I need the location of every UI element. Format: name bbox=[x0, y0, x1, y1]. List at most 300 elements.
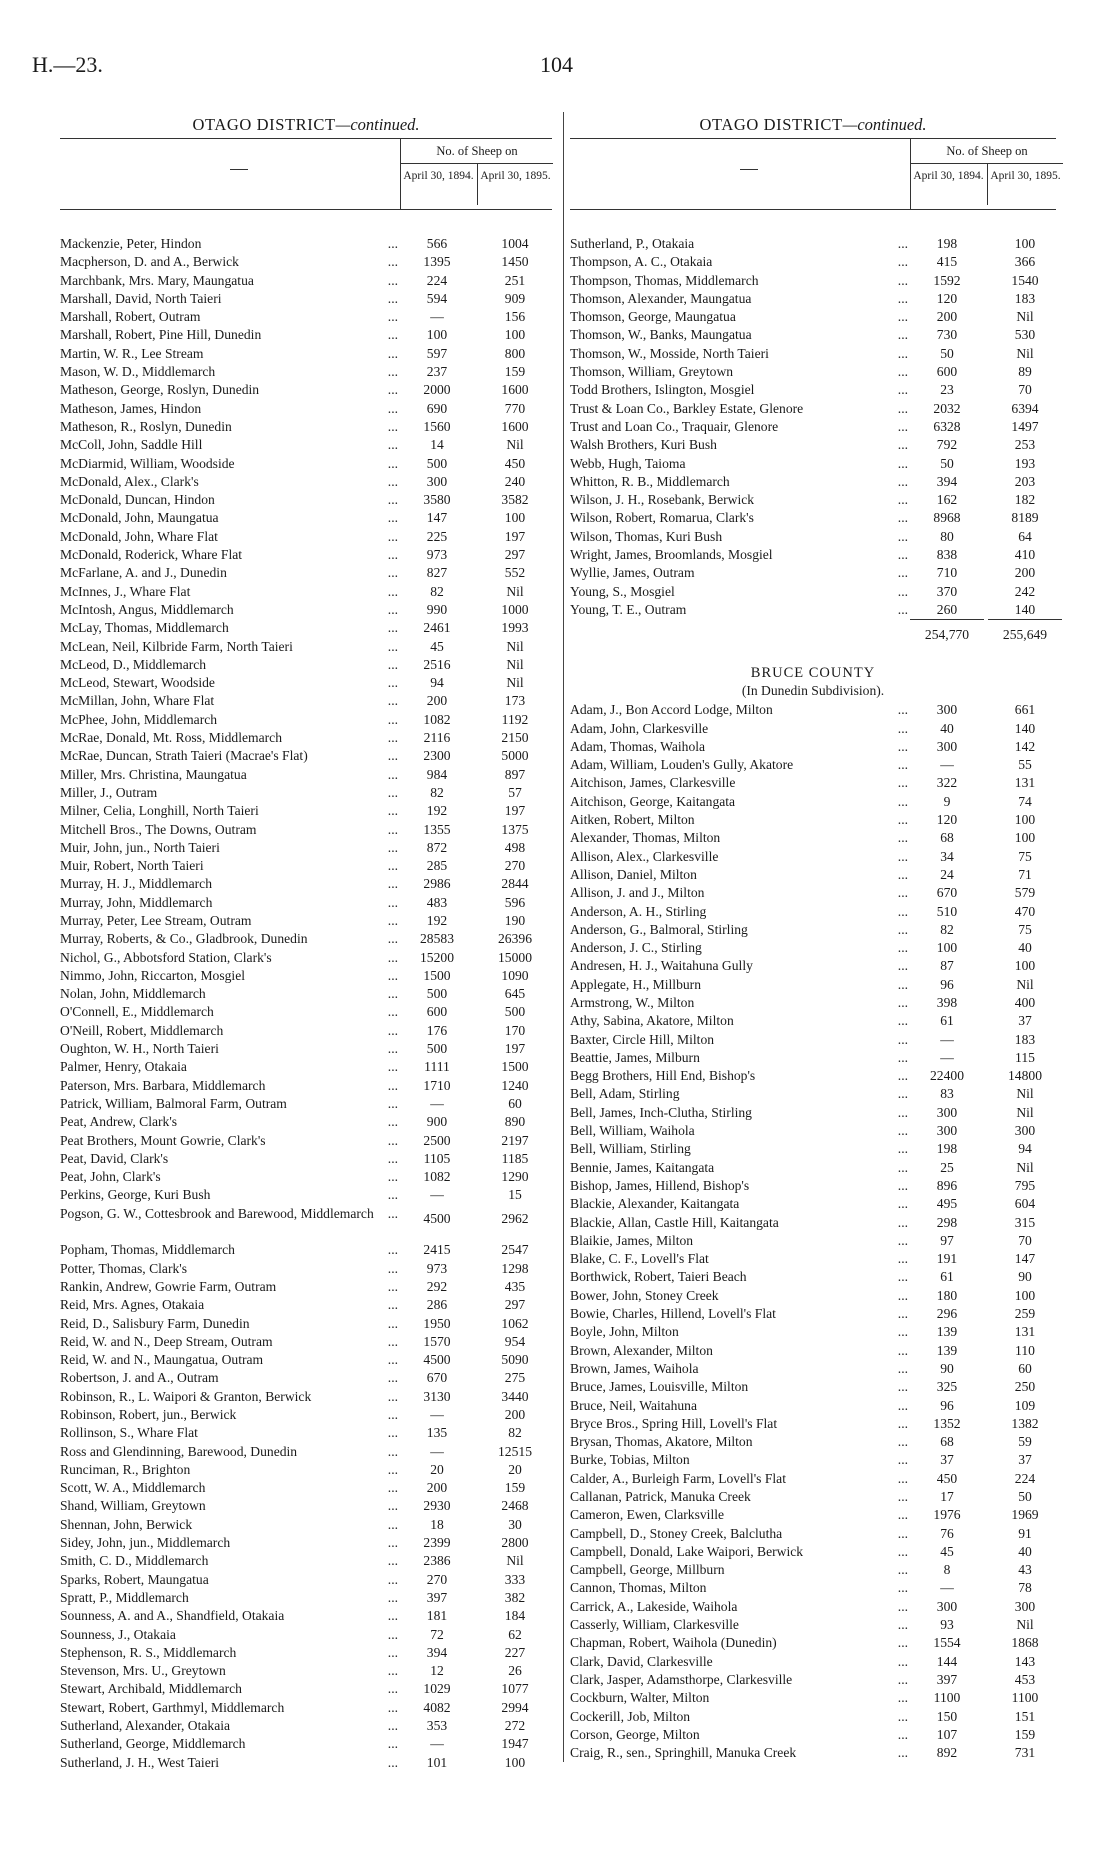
leader-dots: ... bbox=[897, 994, 908, 1010]
owner-name: Burke, Tobias, Milton bbox=[570, 1452, 690, 1468]
sheep-1895: 183 bbox=[1014, 290, 1036, 306]
page-reference: H.—23. bbox=[32, 52, 103, 77]
sheep-1895: 1375 bbox=[501, 821, 529, 837]
owner-name: Blaikie, James, Milton bbox=[570, 1232, 694, 1248]
sheep-1894: 237 bbox=[426, 364, 448, 380]
owner-name: Whitton, R. B., Middlemarch bbox=[570, 473, 730, 489]
sheep-1895: 435 bbox=[504, 1278, 526, 1294]
sheep-1895: 91 bbox=[1018, 1525, 1032, 1541]
sheep-1894: 2500 bbox=[423, 1132, 451, 1148]
sheep-1895: 203 bbox=[1014, 473, 1036, 489]
leader-dots: ... bbox=[387, 1663, 398, 1679]
leader-dots: ... bbox=[387, 254, 398, 270]
sheep-1894: 2399 bbox=[423, 1535, 451, 1551]
owner-name: McDonald, John, Whare Flat bbox=[60, 528, 218, 544]
leader-dots: ... bbox=[897, 327, 908, 343]
table-row bbox=[60, 1132, 552, 1150]
sheep-1895: 190 bbox=[504, 912, 526, 928]
owner-name: O'Connell, E., Middlemarch bbox=[60, 1004, 214, 1020]
sheep-1894: 896 bbox=[936, 1177, 958, 1193]
table-row bbox=[60, 400, 552, 418]
sheep-1894: 176 bbox=[426, 1022, 448, 1038]
leader-dots: ... bbox=[387, 1041, 398, 1057]
sheep-1895: 197 bbox=[504, 528, 526, 544]
owner-name: McRae, Donald, Mt. Ross, Middlemarch bbox=[60, 730, 283, 746]
leader-dots: ... bbox=[897, 1452, 908, 1468]
owner-name: Wyllie, James, Outram bbox=[570, 565, 695, 581]
sheep-1894: 37 bbox=[940, 1452, 954, 1468]
leader-dots: ... bbox=[897, 290, 908, 306]
sheep-1894: 68 bbox=[940, 1434, 954, 1450]
leader-dots: ... bbox=[897, 1159, 908, 1175]
leader-dots: ... bbox=[387, 1571, 398, 1587]
sheep-1895: 1500 bbox=[501, 1059, 529, 1075]
table-row bbox=[60, 436, 552, 454]
sheep-1895: 59 bbox=[1018, 1434, 1032, 1450]
table-row bbox=[570, 1268, 1056, 1286]
table-row bbox=[570, 1287, 1056, 1305]
leader-dots: ... bbox=[387, 1644, 398, 1660]
sheep-1895: 156 bbox=[504, 309, 526, 325]
owner-name: Brysan, Thomas, Akatore, Milton bbox=[570, 1434, 753, 1450]
leader-dots: ... bbox=[387, 1059, 398, 1075]
sheep-1894: 973 bbox=[426, 547, 448, 563]
sheep-1894: 45 bbox=[940, 1543, 954, 1559]
sheep-1895: 954 bbox=[504, 1333, 526, 1349]
table-row bbox=[570, 829, 1056, 847]
sheep-1895: 1600 bbox=[501, 418, 529, 434]
sheep-1895: 151 bbox=[1014, 1708, 1036, 1724]
leader-dots: ... bbox=[387, 1187, 398, 1203]
table-row bbox=[570, 1250, 1056, 1268]
sheep-1895: 272 bbox=[504, 1718, 526, 1734]
sheep-1895: 197 bbox=[504, 1041, 526, 1057]
table-row bbox=[60, 985, 552, 1003]
sheep-1895: 200 bbox=[1014, 565, 1036, 581]
leader-dots: ... bbox=[897, 793, 908, 809]
sheep-1894: 1355 bbox=[423, 821, 451, 837]
leader-dots: ... bbox=[387, 1150, 398, 1166]
table-row bbox=[570, 1689, 1056, 1707]
sheep-1894: 292 bbox=[426, 1278, 448, 1294]
sheep-1895: 731 bbox=[1014, 1745, 1036, 1761]
leader-dots: ... bbox=[897, 1726, 908, 1742]
owner-name: Trust & Loan Co., Barkley Estate, Glenore bbox=[570, 400, 804, 416]
sheep-1894: 2986 bbox=[423, 876, 451, 892]
sheep-1894: — bbox=[430, 1407, 444, 1422]
owner-name: Aitken, Robert, Milton bbox=[570, 812, 695, 828]
sheep-1895: 224 bbox=[1014, 1470, 1036, 1486]
sheep-1894: 9 bbox=[943, 793, 951, 809]
sheep-1895: 82 bbox=[508, 1425, 522, 1441]
owner-name: Bell, William, Waihola bbox=[570, 1123, 695, 1139]
sheep-1894: — bbox=[940, 1580, 954, 1596]
table-row bbox=[60, 1443, 552, 1461]
sheep-1895: 1185 bbox=[501, 1150, 529, 1166]
owner-name: Adam, William, Louden's Gully, Akatore bbox=[570, 757, 794, 773]
owner-name: Stevenson, Mrs. U., Greytown bbox=[60, 1663, 226, 1679]
sheep-1894: 690 bbox=[426, 400, 448, 416]
owner-name: Allison, Daniel, Milton bbox=[570, 866, 697, 882]
owner-name: Reid, D., Salisbury Farm, Dunedin bbox=[60, 1315, 250, 1331]
sheep-1895: 270 bbox=[504, 858, 526, 874]
owner-name: Mitchell Bros., The Downs, Outram bbox=[60, 821, 257, 837]
table-row bbox=[570, 1232, 1056, 1250]
sheep-1895: 43 bbox=[1018, 1562, 1032, 1578]
table-row bbox=[570, 381, 1056, 399]
sheep-1895: 1004 bbox=[501, 236, 529, 251]
sheep-1894: 1710 bbox=[423, 1077, 451, 1093]
owner-name: Oughton, W. H., North Taieri bbox=[60, 1041, 219, 1057]
table-row bbox=[570, 1506, 1056, 1524]
leader-dots: ... bbox=[897, 1745, 908, 1761]
owner-name: McPhee, John, Middlemarch bbox=[60, 711, 218, 727]
leader-dots: ... bbox=[897, 702, 908, 718]
sheep-1895: 242 bbox=[1014, 583, 1036, 599]
table-row bbox=[60, 564, 552, 582]
sheep-1894: 28583 bbox=[420, 931, 454, 947]
sheep-1894: 300 bbox=[426, 473, 448, 489]
leader-dots: ... bbox=[897, 1269, 908, 1285]
owner-name: Stephenson, R. S., Middlemarch bbox=[60, 1644, 237, 1660]
table-row bbox=[60, 1754, 552, 1772]
owner-name: Marchbank, Mrs. Mary, Maungatua bbox=[60, 272, 254, 288]
sheep-1894: 72 bbox=[430, 1626, 444, 1642]
sheep-1894: 394 bbox=[936, 473, 958, 489]
table-row bbox=[60, 1003, 552, 1021]
table-row bbox=[60, 1040, 552, 1058]
table-row bbox=[570, 903, 1056, 921]
sheep-1895: 1240 bbox=[501, 1077, 529, 1093]
owner-name: Sounness, A. and A., Shandfield, Otakaia bbox=[60, 1608, 285, 1624]
table-row bbox=[570, 1323, 1056, 1341]
owner-name: Perkins, George, Kuri Bush bbox=[60, 1187, 211, 1203]
table-row bbox=[60, 857, 552, 875]
sheep-1894: 144 bbox=[936, 1653, 958, 1669]
table-row bbox=[570, 1598, 1056, 1616]
table-row bbox=[60, 290, 552, 308]
owner-name: Adam, J., Bon Accord Lodge, Milton bbox=[570, 702, 773, 718]
leader-dots: ... bbox=[897, 1489, 908, 1504]
owner-name: Casserly, William, Clarkesville bbox=[570, 1617, 739, 1633]
sheep-1894: 224 bbox=[426, 272, 448, 288]
sheep-1895: 1100 bbox=[1011, 1690, 1039, 1706]
owner-name: Andresen, H. J., Waitahuna Gully bbox=[570, 958, 753, 974]
table-row bbox=[60, 1205, 552, 1242]
sheep-1895: 64 bbox=[1018, 528, 1032, 544]
leader-dots: ... bbox=[387, 675, 398, 691]
sheep-1894: 96 bbox=[940, 1397, 954, 1413]
leader-dots: ... bbox=[897, 1123, 908, 1139]
sheep-1894: 87 bbox=[940, 958, 954, 974]
leader-dots: ... bbox=[897, 1086, 908, 1102]
sheep-1894: 510 bbox=[936, 903, 958, 919]
table-row bbox=[60, 272, 552, 290]
leader-dots: ... bbox=[897, 1653, 908, 1669]
leader-dots: ... bbox=[897, 364, 908, 380]
leader-dots: ... bbox=[897, 812, 908, 828]
leader-dots: ... bbox=[387, 1022, 398, 1038]
leader-dots: ... bbox=[387, 492, 398, 508]
table-row bbox=[570, 473, 1056, 491]
table-row bbox=[570, 272, 1056, 290]
sheep-1894: 162 bbox=[936, 492, 958, 508]
leader-dots: ... bbox=[387, 1315, 398, 1331]
sheep-1895: Nil bbox=[506, 1553, 524, 1569]
leader-dots: ... bbox=[897, 1287, 908, 1303]
owner-name: Cameron, Ewen, Clarksville bbox=[570, 1507, 725, 1523]
sheep-1894: 83 bbox=[940, 1086, 954, 1102]
table-row bbox=[60, 253, 552, 271]
owner-name: Brown, Alexander, Milton bbox=[570, 1342, 713, 1358]
table-row bbox=[570, 1470, 1056, 1488]
table-row bbox=[60, 1479, 552, 1497]
leader-dots: ... bbox=[387, 1626, 398, 1642]
sheep-1894: 96 bbox=[940, 976, 954, 992]
leader-dots: ... bbox=[897, 418, 908, 434]
owner-name: McLay, Thomas, Middlemarch bbox=[60, 620, 229, 636]
owner-name: Sutherland, George, Middlemarch bbox=[60, 1736, 246, 1752]
sheep-1895: 173 bbox=[504, 693, 526, 709]
sheep-1895: 2962 bbox=[501, 1210, 529, 1226]
sheep-1895: 94 bbox=[1018, 1141, 1032, 1157]
sheep-1895: Nil bbox=[1016, 1086, 1034, 1102]
leader-dots: ... bbox=[387, 1589, 398, 1605]
leader-dots: ... bbox=[387, 528, 398, 544]
sheep-1894: — bbox=[430, 1443, 444, 1459]
sheep-1894: 1976 bbox=[933, 1507, 961, 1523]
sheep-1894: 300 bbox=[936, 702, 958, 718]
owner-name: Corson, George, Milton bbox=[570, 1726, 700, 1742]
sheep-1895: 1540 bbox=[1011, 272, 1039, 288]
owner-name: Allison, J. and J., Milton bbox=[570, 885, 705, 901]
table-row bbox=[570, 1159, 1056, 1177]
owner-name: Blackie, Allan, Castle Hill, Kaitangata bbox=[570, 1214, 779, 1230]
table-row bbox=[60, 912, 552, 930]
leader-dots: ... bbox=[897, 601, 908, 617]
sheep-1895: 6394 bbox=[1011, 400, 1039, 416]
leader-dots: ... bbox=[897, 903, 908, 919]
owner-name: Borthwick, Robert, Taieri Beach bbox=[570, 1269, 747, 1285]
table-row bbox=[60, 1388, 552, 1406]
sheep-1895: 450 bbox=[504, 455, 526, 471]
table-row bbox=[570, 1360, 1056, 1378]
sheep-1894: 94 bbox=[430, 675, 444, 691]
table-row bbox=[60, 638, 552, 656]
table-row bbox=[60, 528, 552, 546]
leader-dots: ... bbox=[897, 940, 908, 956]
table-row bbox=[60, 967, 552, 985]
sheep-1894: 40 bbox=[940, 720, 954, 736]
leader-dots: ... bbox=[897, 1104, 908, 1120]
owner-name: Mason, W. D., Middlemarch bbox=[60, 364, 216, 380]
owner-name: McDiarmid, William, Woodside bbox=[60, 455, 235, 471]
sheep-1894: 50 bbox=[940, 345, 954, 361]
owner-name: Rankin, Andrew, Gowrie Farm, Outram bbox=[60, 1278, 277, 1294]
sheep-1895: 2547 bbox=[501, 1242, 529, 1258]
sheep-1894: 670 bbox=[426, 1370, 448, 1386]
leader-dots: ... bbox=[387, 656, 398, 672]
table-row bbox=[60, 1552, 552, 1570]
leader-dots: ... bbox=[387, 858, 398, 874]
sheep-1895: 12515 bbox=[498, 1443, 532, 1459]
right-table-body bbox=[570, 235, 1056, 619]
owner-name: Webb, Hugh, Taioma bbox=[570, 455, 686, 471]
sheep-1894: 24 bbox=[940, 866, 954, 882]
sheep-1895: 300 bbox=[1014, 1123, 1036, 1139]
sheep-1895: 100 bbox=[1014, 1287, 1036, 1303]
table-row bbox=[60, 711, 552, 729]
leader-dots: ... bbox=[387, 1461, 398, 1477]
leader-dots: ... bbox=[387, 1498, 398, 1514]
leader-dots: ... bbox=[387, 272, 398, 288]
leader-dots: ... bbox=[387, 638, 398, 654]
table-row bbox=[60, 1644, 552, 1662]
leader-dots: ... bbox=[387, 784, 398, 800]
sheep-1895: 770 bbox=[504, 400, 526, 416]
table-row bbox=[570, 811, 1056, 829]
owner-name: Callanan, Patrick, Manuka Creek bbox=[570, 1489, 751, 1504]
sheep-1895: 159 bbox=[504, 1480, 526, 1496]
leader-dots: ... bbox=[897, 400, 908, 416]
sheep-1894: 730 bbox=[936, 327, 958, 343]
table-row bbox=[570, 1397, 1056, 1415]
table-row bbox=[570, 491, 1056, 509]
sheep-1894: 192 bbox=[426, 912, 448, 928]
section-title: BRUCE COUNTY bbox=[750, 665, 876, 682]
sheep-1895: Nil bbox=[506, 583, 524, 599]
sheep-1895: 40 bbox=[1018, 1543, 1032, 1559]
owner-name: Walsh Brothers, Kuri Bush bbox=[570, 437, 717, 453]
owner-name: Robinson, R., L. Waipori & Granton, Berwick bbox=[60, 1388, 312, 1404]
table-row bbox=[60, 1497, 552, 1515]
sheep-1894: 2461 bbox=[423, 620, 451, 636]
sheep-1894: 100 bbox=[936, 940, 958, 956]
leader-dots: ... bbox=[897, 958, 908, 974]
sheep-1894: 298 bbox=[936, 1214, 958, 1230]
sheep-1894: 120 bbox=[936, 812, 958, 828]
sheep-1894: 76 bbox=[940, 1525, 954, 1541]
leader-dots: ... bbox=[897, 1306, 908, 1322]
leader-dots: ... bbox=[897, 976, 908, 992]
owner-name: Peat Brothers, Mount Gowrie, Clark's bbox=[60, 1132, 266, 1148]
table-row bbox=[60, 491, 552, 509]
table-row bbox=[60, 1571, 552, 1589]
sheep-1894: 710 bbox=[936, 565, 958, 581]
right-column bbox=[563, 112, 1061, 1762]
table-row bbox=[570, 290, 1056, 308]
owner-name: Bell, William, Stirling bbox=[570, 1141, 691, 1157]
table-row bbox=[570, 1305, 1056, 1323]
table-row bbox=[570, 1525, 1056, 1543]
leader-dots: ... bbox=[897, 528, 908, 544]
sheep-1894: 500 bbox=[426, 986, 448, 1002]
owner-name: Paterson, Mrs. Barbara, Middlemarch bbox=[60, 1077, 266, 1093]
leader-dots: ... bbox=[387, 327, 398, 343]
owner-name: Boyle, John, Milton bbox=[570, 1324, 679, 1340]
leader-dots: ... bbox=[387, 1242, 398, 1258]
leader-dots: ... bbox=[897, 1617, 908, 1633]
sheep-1895: 382 bbox=[504, 1589, 526, 1605]
owner-name: Campbell, Donald, Lake Waipori, Berwick bbox=[570, 1543, 804, 1559]
header-blank bbox=[740, 169, 758, 170]
sheep-1895: 110 bbox=[1015, 1342, 1035, 1358]
leader-dots: ... bbox=[897, 1635, 908, 1651]
table-row bbox=[570, 509, 1056, 527]
left-table-header bbox=[60, 138, 552, 210]
owner-name: Bruce, James, Louisville, Milton bbox=[570, 1379, 749, 1395]
sheep-1894: 107 bbox=[936, 1726, 958, 1742]
sheep-1895: Nil bbox=[506, 656, 524, 672]
owner-name: Allison, Alex., Clarkesville bbox=[570, 848, 719, 864]
table-row bbox=[570, 1488, 1056, 1506]
sheep-1894: 600 bbox=[936, 364, 958, 380]
leader-dots: ... bbox=[897, 510, 908, 526]
table-row bbox=[570, 848, 1056, 866]
leader-dots: ... bbox=[897, 254, 908, 270]
table-row bbox=[570, 235, 1056, 253]
table-row bbox=[60, 1095, 552, 1113]
leader-dots: ... bbox=[897, 1379, 908, 1395]
table-row bbox=[570, 1195, 1056, 1213]
sheep-1895: 60 bbox=[508, 1095, 522, 1111]
owner-name: Reid, W. and N., Maungatua, Outram bbox=[60, 1352, 264, 1368]
table-row bbox=[570, 976, 1056, 994]
owner-name: Todd Brothers, Islington, Mosgiel bbox=[570, 382, 755, 398]
left-table-body bbox=[60, 235, 552, 1772]
sheep-1895: 184 bbox=[504, 1608, 526, 1624]
leader-dots: ... bbox=[897, 1690, 908, 1706]
sheep-1895: 193 bbox=[1014, 455, 1036, 471]
table-row bbox=[570, 994, 1056, 1012]
sheep-1894: 827 bbox=[426, 565, 448, 581]
owner-name: Brown, James, Waihola bbox=[570, 1360, 699, 1376]
section-subtitle: (In Dunedin Subdivision). bbox=[741, 683, 885, 699]
leader-dots: ... bbox=[387, 730, 398, 746]
sheep-1894: 1500 bbox=[423, 967, 451, 983]
sheep-1895: 498 bbox=[504, 839, 526, 855]
sheep-1895: 297 bbox=[504, 547, 526, 563]
leader-dots: ... bbox=[387, 1736, 398, 1752]
sheep-1894: 50 bbox=[940, 455, 954, 471]
sheep-1895: 1947 bbox=[501, 1736, 529, 1752]
table-row bbox=[60, 930, 552, 948]
leader-dots: ... bbox=[387, 912, 398, 928]
total-1894: 254,770 bbox=[910, 619, 984, 650]
owner-name: Robertson, J. and A., Outram bbox=[60, 1370, 219, 1386]
sheep-1895: 200 bbox=[504, 1407, 526, 1422]
owner-name: Clark, Jasper, Adamsthorpe, Clarkesville bbox=[570, 1671, 793, 1687]
sheep-1894: 150 bbox=[936, 1708, 958, 1724]
leader-dots: ... bbox=[897, 1196, 908, 1212]
owner-name: Bell, Adam, Stirling bbox=[570, 1086, 680, 1102]
sheep-1895: 552 bbox=[504, 565, 526, 581]
leader-dots: ... bbox=[387, 748, 398, 764]
sheep-1894: 45 bbox=[430, 638, 444, 654]
owner-name: Stewart, Archibald, Middlemarch bbox=[60, 1681, 242, 1697]
table-row bbox=[60, 674, 552, 692]
table-row bbox=[60, 894, 552, 912]
owner-name: McColl, John, Saddle Hill bbox=[60, 437, 203, 453]
leader-dots: ... bbox=[897, 473, 908, 489]
sheep-1894: 3580 bbox=[423, 492, 451, 508]
owner-name: Campbell, George, Millburn bbox=[570, 1562, 725, 1578]
owner-name: McLean, Neil, Kilbride Farm, North Taieri bbox=[60, 638, 293, 654]
leader-dots: ... bbox=[897, 1434, 908, 1450]
owner-name: Miller, J., Outram bbox=[60, 784, 158, 800]
leader-dots: ... bbox=[897, 720, 908, 736]
sheep-1895: 140 bbox=[1014, 720, 1036, 736]
